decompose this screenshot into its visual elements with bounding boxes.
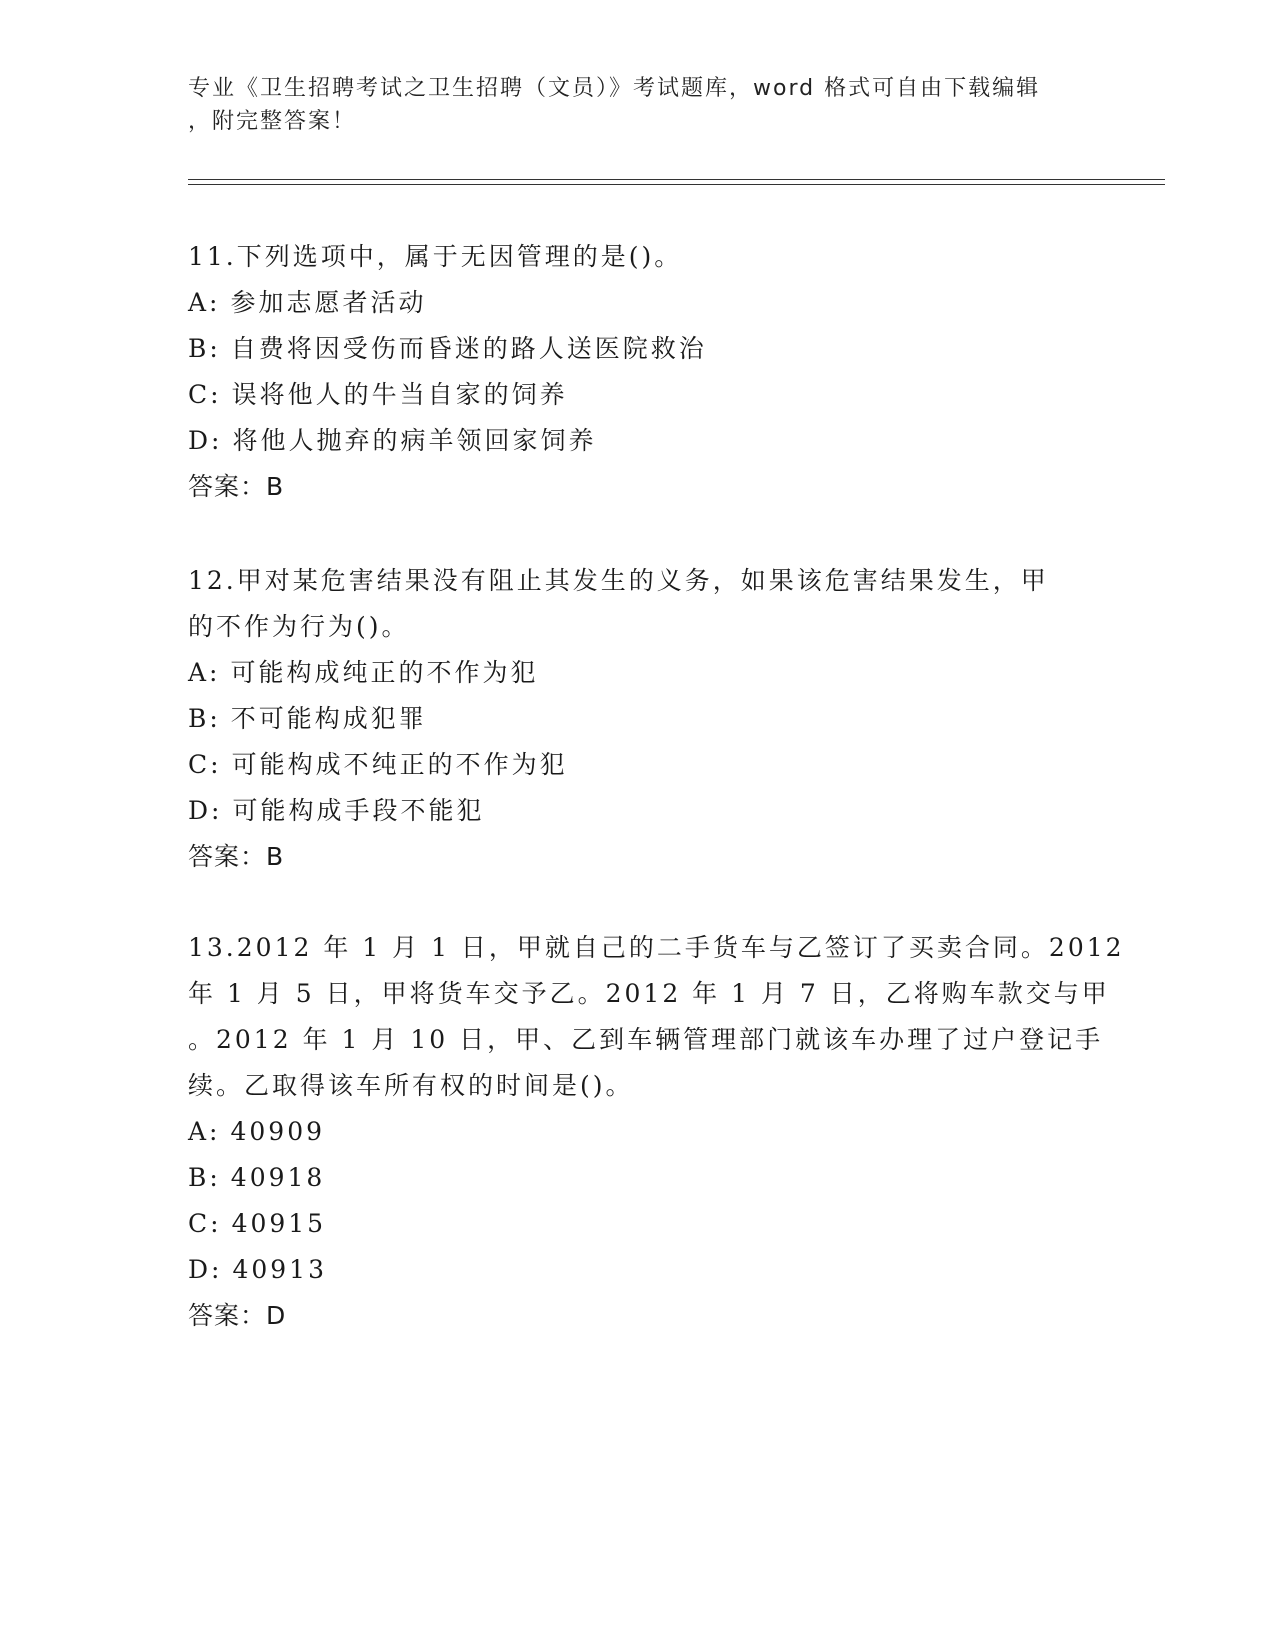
document-header — [188, 72, 1088, 138]
option-text: 可能构成手段不能犯 — [232, 796, 485, 825]
option-letter: D: — [188, 426, 223, 455]
option-b — [188, 696, 1088, 742]
question-13 — [188, 925, 1125, 1339]
header-divider-bottom — [188, 184, 1165, 185]
question-11 — [188, 234, 1088, 510]
question-stem-line-4: 续。乙取得该车所有权的时间是()。 — [188, 1071, 634, 1100]
option-c — [188, 1201, 1088, 1247]
option-letter: C: — [188, 1209, 222, 1238]
answer-line: 答案：B — [188, 842, 285, 871]
option-text: 40909 — [230, 1117, 326, 1146]
option-letter: B: — [188, 1163, 221, 1192]
option-text: 40913 — [232, 1255, 327, 1284]
header-line-1: 专业《卫生招聘考试之卫生招聘（文员）》考试题库，word 格式可自由下载编辑 — [188, 76, 1041, 101]
option-text: 自费将因受伤而昏迷的路人送医院救治 — [230, 334, 707, 363]
option-d — [188, 1247, 1088, 1293]
option-text: 误将他人的牛当自家的饲养 — [231, 380, 568, 409]
option-c — [188, 372, 1088, 418]
option-letter: D: — [188, 1255, 223, 1284]
header-line-2: ，附完整答案！ — [188, 109, 357, 134]
answer-line: 答案：B — [188, 472, 285, 501]
option-letter: B: — [188, 334, 221, 363]
option-text: 将他人抛弃的病羊领回家饲养 — [232, 426, 597, 455]
option-text: 可能构成不纯正的不作为犯 — [231, 750, 568, 779]
option-text: 可能构成纯正的不作为犯 — [230, 658, 539, 687]
header-divider-top — [188, 179, 1165, 180]
answer-line: 答案：D — [188, 1301, 287, 1330]
question-stem-line-3: 。2012 年 1 月 10 日，甲、乙到车辆管理部门就该车办理了过户登记手 — [188, 1025, 1104, 1054]
option-a — [188, 280, 1088, 326]
option-letter: C: — [188, 380, 222, 409]
question-stem: 11.下列选项中，属于无因管理的是()。 — [188, 242, 683, 271]
option-d — [188, 788, 1088, 834]
option-letter: B: — [188, 704, 221, 733]
question-12 — [188, 558, 1088, 880]
option-text: 参加志愿者活动 — [230, 288, 427, 317]
option-letter: D: — [188, 796, 223, 825]
option-text: 不可能构成犯罪 — [230, 704, 427, 733]
option-c — [188, 742, 1088, 788]
question-stem-line-2: 的不作为行为()。 — [188, 612, 410, 641]
option-letter: C: — [188, 750, 222, 779]
option-a — [188, 650, 1088, 696]
option-b — [188, 1155, 1088, 1201]
option-text: 40915 — [231, 1209, 327, 1238]
option-letter: A: — [188, 658, 221, 687]
option-text: 40918 — [230, 1163, 326, 1192]
option-b — [188, 326, 1088, 372]
option-d — [188, 418, 1088, 464]
option-a — [188, 1109, 1088, 1155]
option-letter: A: — [188, 288, 221, 317]
question-stem-line-1: 13.2012 年 1 月 1 日，甲就自己的二手货车与乙签订了买卖合同。2012 — [188, 933, 1125, 962]
question-stem-line-1: 12.甲对某危害结果没有阻止其发生的义务，如果该危害结果发生，甲 — [188, 566, 1049, 595]
question-stem-line-2: 年 1 月 5 日，甲将货车交予乙。2012 年 1 月 7 日，乙将购车款交与甲 — [188, 979, 1110, 1008]
option-letter: A: — [188, 1117, 221, 1146]
